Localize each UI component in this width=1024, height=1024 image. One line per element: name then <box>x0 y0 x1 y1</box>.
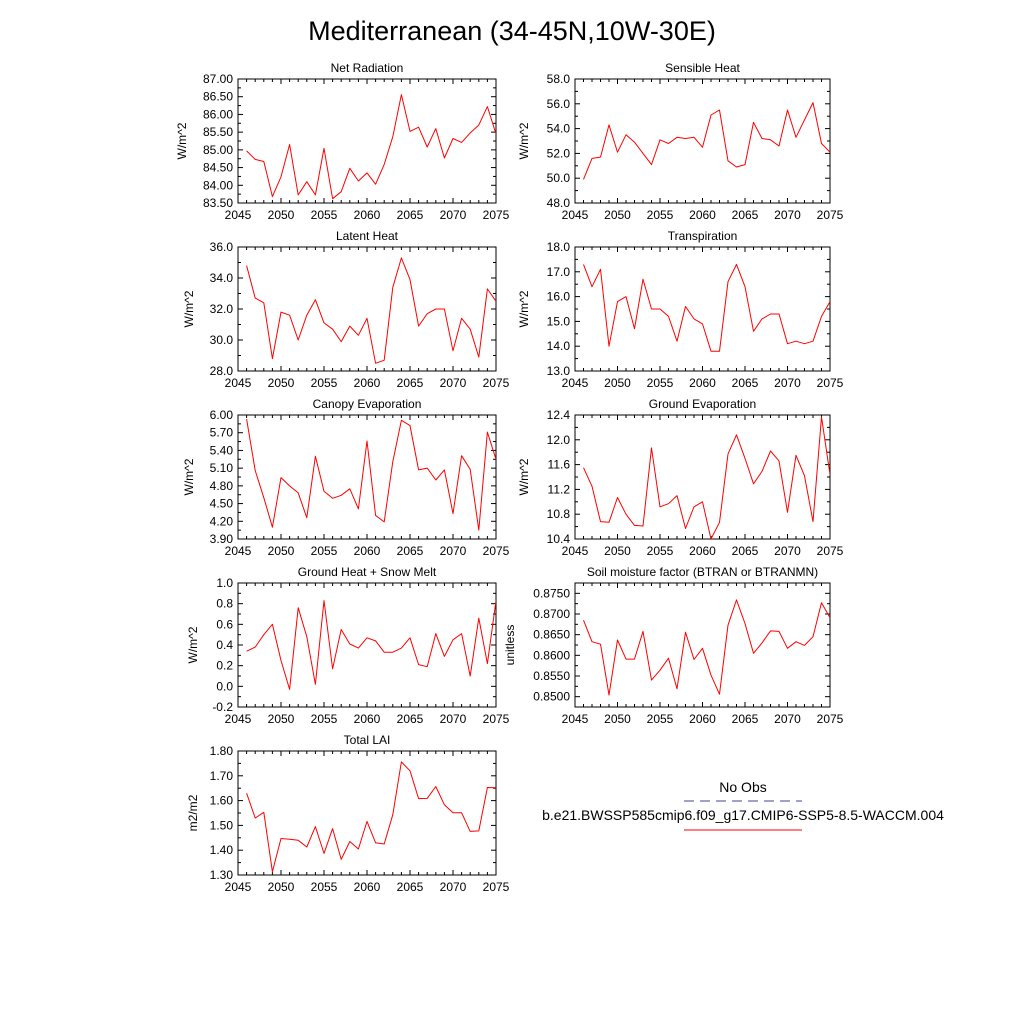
x-tick-label: 2075 <box>482 880 510 894</box>
y-tick-label: 0.2 <box>216 658 233 673</box>
series-line <box>247 419 496 530</box>
x-tick-label: 2050 <box>267 376 295 390</box>
y-axis-label: W/m^2 <box>517 290 531 328</box>
x-tick-label: 2055 <box>310 544 338 558</box>
y-tick-label: 1.40 <box>209 843 233 858</box>
panel-title: Canopy Evaporation <box>312 397 422 411</box>
legend-model-label: b.e21.BWSSP585cmip6.f09_g17.CMIP6-SSP5-8.5-WACCM.004 <box>542 807 944 823</box>
y-tick-label: 4.20 <box>209 514 233 529</box>
panel-3 <box>182 229 510 390</box>
y-tick-label: 0.6 <box>216 617 233 632</box>
y-axis-label: unitless <box>503 624 517 666</box>
y-tick-label: 13.0 <box>546 364 570 378</box>
x-tick-label: 2065 <box>396 208 424 222</box>
panel-1 <box>175 61 510 222</box>
x-tick-label: 2070 <box>774 712 801 726</box>
y-tick-label: 12.4 <box>546 408 570 422</box>
x-tick-label: 2055 <box>646 544 674 558</box>
y-tick-label: 11.6 <box>547 457 570 472</box>
x-tick-label: 2075 <box>482 544 510 558</box>
y-tick-label: 15.0 <box>546 314 570 329</box>
y-tick-label: 16.0 <box>546 289 570 304</box>
x-tick-label: 2060 <box>353 544 381 558</box>
y-tick-label: 50.0 <box>546 171 570 186</box>
x-tick-label: 2045 <box>224 376 252 390</box>
y-tick-label: 4.50 <box>209 496 233 511</box>
x-tick-label: 2060 <box>689 544 716 558</box>
series-line <box>247 258 496 363</box>
y-tick-label: 0.8700 <box>533 607 570 621</box>
y-tick-label: 36.0 <box>209 240 233 254</box>
x-tick-label: 2070 <box>439 712 467 726</box>
y-tick-label: 0.0 <box>216 679 233 694</box>
x-tick-label: 2055 <box>646 376 674 390</box>
panel-9 <box>186 733 510 894</box>
x-tick-label: 2070 <box>774 544 801 558</box>
x-tick-label: 2060 <box>353 880 381 894</box>
y-tick-label: 5.10 <box>209 461 233 476</box>
y-tick-label: 0.4 <box>216 638 233 652</box>
plot-frame <box>238 79 496 203</box>
y-tick-label: 12.0 <box>546 432 570 447</box>
x-tick-label: 2075 <box>816 712 844 726</box>
x-tick-label: 2070 <box>774 376 801 390</box>
x-tick-label: 2065 <box>731 208 759 222</box>
x-tick-label: 2045 <box>561 544 589 558</box>
y-tick-label: 54.0 <box>546 121 570 136</box>
y-tick-label: 1.0 <box>216 576 233 590</box>
legend <box>542 779 944 830</box>
y-tick-label: 86.00 <box>202 107 233 122</box>
y-tick-label: 32.0 <box>209 302 233 316</box>
x-tick-label: 2045 <box>224 712 252 726</box>
plot-frame <box>238 583 496 707</box>
plot-frame <box>575 415 830 539</box>
plot-frame <box>238 247 496 371</box>
x-tick-label: 2070 <box>439 208 467 222</box>
y-tick-label: 85.50 <box>202 125 233 140</box>
x-tick-label: 2055 <box>310 880 338 894</box>
x-tick-label: 2075 <box>816 376 844 390</box>
series-line <box>247 762 496 872</box>
x-tick-label: 2075 <box>482 208 510 222</box>
y-tick-label: 56.0 <box>546 96 570 111</box>
y-tick-label: 1.50 <box>209 818 233 833</box>
y-tick-label: -0.2 <box>212 700 233 714</box>
panel-6 <box>517 397 844 558</box>
y-axis-label: W/m^2 <box>175 122 189 160</box>
y-tick-label: 0.8 <box>216 596 233 611</box>
y-tick-label: 0.8500 <box>533 689 570 704</box>
y-tick-label: 28.0 <box>209 364 233 378</box>
y-tick-label: 85.00 <box>202 142 233 157</box>
panel-title: Sensible Heat <box>665 61 740 75</box>
x-tick-label: 2060 <box>689 712 716 726</box>
panel-title: Soil moisture factor (BTRAN or BTRANMN) <box>586 565 819 579</box>
x-tick-label: 2075 <box>816 208 844 222</box>
y-tick-label: 0.8600 <box>533 648 570 663</box>
x-tick-label: 2050 <box>267 544 295 558</box>
y-tick-label: 14.0 <box>546 339 570 354</box>
y-axis-label: W/m^2 <box>186 626 200 664</box>
x-tick-label: 2065 <box>396 880 424 894</box>
x-tick-label: 2055 <box>646 208 674 222</box>
x-tick-label: 2045 <box>224 544 252 558</box>
y-tick-label: 58.0 <box>546 72 570 86</box>
series-line <box>584 264 831 351</box>
y-tick-label: 87.00 <box>202 72 233 86</box>
y-tick-label: 0.8550 <box>533 669 570 683</box>
panels <box>175 61 844 894</box>
x-tick-label: 2060 <box>353 208 381 222</box>
x-tick-label: 2060 <box>353 712 381 726</box>
panel-7 <box>186 565 510 726</box>
x-tick-label: 2065 <box>731 544 759 558</box>
series-line <box>584 103 831 180</box>
y-tick-label: 1.60 <box>209 793 233 808</box>
y-tick-label: 84.50 <box>202 160 233 175</box>
panel-5 <box>182 397 510 558</box>
x-tick-label: 2070 <box>439 880 467 894</box>
panel-8 <box>503 565 844 726</box>
x-tick-label: 2055 <box>310 376 338 390</box>
x-tick-label: 2045 <box>224 208 252 222</box>
x-tick-label: 2050 <box>604 712 631 726</box>
x-tick-label: 2050 <box>604 376 631 390</box>
x-tick-label: 2050 <box>267 208 295 222</box>
x-tick-label: 2070 <box>774 208 801 222</box>
x-tick-label: 2075 <box>482 712 510 726</box>
series-line <box>247 95 496 199</box>
x-tick-label: 2070 <box>439 376 467 390</box>
x-tick-label: 2045 <box>561 208 589 222</box>
y-tick-label: 10.4 <box>546 532 570 546</box>
y-tick-label: 18.0 <box>546 240 570 254</box>
y-axis-label: W/m^2 <box>517 122 531 160</box>
x-tick-label: 2065 <box>731 376 759 390</box>
x-tick-label: 2050 <box>267 712 295 726</box>
legend-obs-label: No Obs <box>719 779 767 795</box>
y-tick-label: 48.0 <box>546 196 570 210</box>
y-tick-label: 1.80 <box>209 744 233 758</box>
y-axis-label: W/m^2 <box>182 290 196 328</box>
y-axis-label: W/m^2 <box>517 458 531 496</box>
y-tick-label: 84.00 <box>202 178 233 193</box>
y-tick-label: 3.90 <box>209 532 233 546</box>
x-tick-label: 2045 <box>561 376 589 390</box>
x-tick-label: 2060 <box>689 208 716 222</box>
y-tick-label: 86.50 <box>202 89 233 104</box>
x-tick-label: 2065 <box>396 712 424 726</box>
x-tick-label: 2075 <box>482 376 510 390</box>
y-tick-label: 0.8650 <box>533 627 570 642</box>
panel-title: Ground Heat + Snow Melt <box>297 565 437 579</box>
series-line <box>584 600 831 695</box>
x-tick-label: 2065 <box>731 712 759 726</box>
x-tick-label: 2065 <box>396 544 424 558</box>
y-tick-label: 4.80 <box>209 478 233 493</box>
y-tick-label: 52.0 <box>546 146 570 161</box>
y-tick-label: 17.0 <box>546 264 570 279</box>
figure-title: Mediterranean (34-45N,10W-30E) <box>308 16 716 46</box>
x-tick-label: 2045 <box>224 880 252 894</box>
x-tick-label: 2060 <box>689 376 716 390</box>
series-line <box>247 601 496 690</box>
x-tick-label: 2060 <box>353 376 381 390</box>
x-tick-label: 2065 <box>396 376 424 390</box>
panel-title: Net Radiation <box>330 61 404 75</box>
x-tick-label: 2070 <box>439 544 467 558</box>
y-tick-label: 30.0 <box>209 333 233 347</box>
x-tick-label: 2055 <box>646 712 674 726</box>
plot-frame <box>575 79 830 203</box>
series-line <box>584 417 831 539</box>
y-tick-label: 11.2 <box>547 482 570 497</box>
y-tick-label: 1.70 <box>209 768 233 783</box>
panel-4 <box>517 229 844 390</box>
panel-title: Ground Evaporation <box>648 397 757 411</box>
y-tick-label: 0.8750 <box>533 586 570 601</box>
x-tick-label: 2045 <box>561 712 589 726</box>
x-tick-label: 2055 <box>310 208 338 222</box>
panel-2 <box>517 61 844 222</box>
x-tick-label: 2050 <box>604 544 631 558</box>
y-tick-label: 5.70 <box>209 425 233 440</box>
y-tick-label: 1.30 <box>209 868 233 882</box>
y-axis-label: m2/m2 <box>186 794 200 832</box>
panel-title: Transpiration <box>667 229 738 243</box>
y-tick-label: 10.8 <box>546 507 570 522</box>
plot-frame <box>575 247 830 371</box>
x-tick-label: 2055 <box>310 712 338 726</box>
y-tick-label: 6.00 <box>209 408 233 422</box>
panel-title: Latent Heat <box>335 229 399 243</box>
y-tick-label: 5.40 <box>209 443 233 458</box>
x-tick-label: 2075 <box>816 544 844 558</box>
x-tick-label: 2050 <box>267 880 295 894</box>
x-tick-label: 2050 <box>604 208 631 222</box>
panel-title: Total LAI <box>343 733 391 747</box>
plot-frame <box>238 415 496 539</box>
y-tick-label: 34.0 <box>209 271 233 285</box>
y-axis-label: W/m^2 <box>182 458 196 496</box>
y-tick-label: 83.50 <box>202 196 233 210</box>
